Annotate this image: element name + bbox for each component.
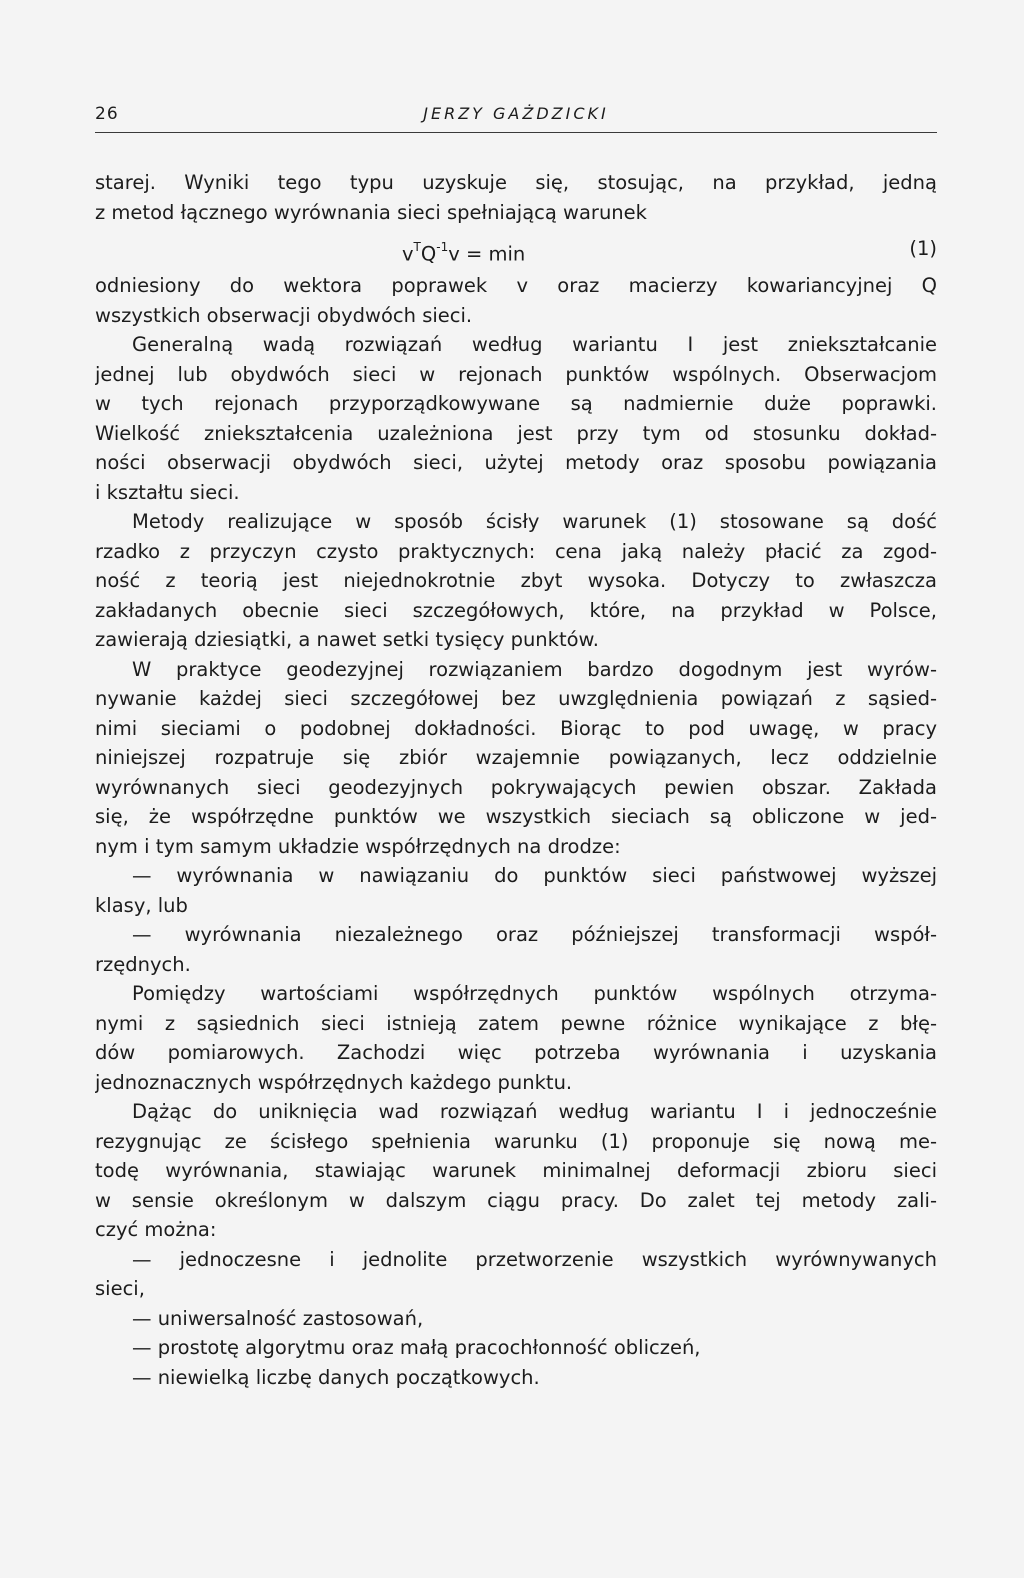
text-line: niniejszej rozpatruje się zbiór wzajemnie powiązanych, lecz oddzielnie xyxy=(95,746,937,769)
equation-rhs: v = min xyxy=(448,242,526,266)
text-line: rzadko z przyczyn czysto praktycznych: cena jaką należy płacić za zgod- xyxy=(95,539,937,563)
text-line: klasy, lub xyxy=(95,893,188,917)
text-line: zawierają dziesiątki, a nawet setki tysięcy punktów. xyxy=(95,628,599,651)
text-line: nymi z sąsiednich sieci istnieją zatem pewne różnice wynikające z błę- xyxy=(95,1011,937,1035)
text-line: jednej lub obydwóch sieci w rejonach punktów wspólnych. Obserwacjom xyxy=(95,362,937,386)
paragraph-start-line: Dążąc do uniknięcia wad rozwiązań według wariantu I i jednocześnie xyxy=(132,1100,937,1123)
equation xyxy=(95,227,937,271)
text-line: jednoznacznych współrzędnych każdego punktu. xyxy=(95,1070,573,1094)
text-line: wyrównanych sieci geodezyjnych pokrywających pewien obszar. Zakłada xyxy=(95,775,937,799)
text-line: zakładanych obecnie sieci szczegółowych, które, na przykład w Polsce, xyxy=(95,598,937,622)
equation-sup-inv: -1 xyxy=(436,240,449,254)
list-item-line: — prostotę algorytmu oraz małą pracochłonność obliczeń, xyxy=(132,1336,701,1359)
list-item-line: — wyrównania niezależnego oraz późniejszej transformacji współ- xyxy=(132,923,937,946)
text-line: dów pomiarowych. Zachodzi więc potrzeba wyrównania i uzyskania xyxy=(95,1041,937,1064)
page-number: 26 xyxy=(95,104,119,124)
text-line: rezygnując ze ścisłego spełnienia warunku (1) proponuje się nową me- xyxy=(95,1129,937,1153)
page-header xyxy=(95,104,937,133)
equation-expression xyxy=(402,227,525,271)
paragraph-start-line: Metody realizujące w sposób ścisły warunek (1) stosowane są dość xyxy=(132,510,937,533)
text-line: starej. Wyniki tego typu uzyskuje się, stosując, na przykład, jedną xyxy=(95,171,937,194)
text-line: nywanie każdej sieci szczegółowej bez uwzględnienia powiązań z sąsied- xyxy=(95,687,937,710)
text-line: odniesiony do wektora poprawek v oraz macierzy kowariancyjnej Q xyxy=(95,274,937,297)
equation-q: Q xyxy=(420,242,437,266)
text-line: z metod łącznego wyrównania sieci spełniającą warunek xyxy=(95,200,647,224)
text-line: się, że współrzędne punktów we wszystkich sieciach są obliczone w jed- xyxy=(95,805,937,828)
running-title: JERZY GAŻDZICKI xyxy=(423,104,609,123)
paragraph-start-line: Generalną wadą rozwiązań według wariantu I jest zniekształcanie xyxy=(132,333,937,356)
body-text xyxy=(95,168,937,1392)
list-item-line: — wyrównania w nawiązaniu do punktów sieci państwowej wyższej xyxy=(132,864,937,887)
text-line: sieci, xyxy=(95,1277,145,1300)
paragraph-start-line: W praktyce geodezyjnej rozwiązaniem bardzo dogodnym jest wyrów- xyxy=(132,657,937,681)
text-line: w sensie określonym w dalszym ciągu pracy. Do zalet tej metody zali- xyxy=(95,1188,937,1212)
list-item-line: — jednoczesne i jednolite przetworzenie wszystkich wyrównywanych xyxy=(132,1247,937,1271)
text-line: wszystkich obserwacji obydwóch sieci. xyxy=(95,303,473,327)
list-item-line: — uniwersalność zastosowań, xyxy=(132,1306,424,1330)
equation-sup-t: T xyxy=(413,240,421,254)
equation-v: v xyxy=(402,242,414,266)
text-line: i kształtu sieci. xyxy=(95,480,240,504)
text-line: nimi sieciami o podobnej dokładności. Biorąc to pod uwagę, w pracy xyxy=(95,716,937,740)
paragraph-start-line: Pomiędzy wartościami współrzędnych punktów wspólnych otrzyma- xyxy=(132,982,937,1005)
equation-number: (1) xyxy=(909,237,937,260)
text-line: todę wyrównania, stawiając warunek minimalnej deformacji zbioru sieci xyxy=(95,1159,937,1182)
text-line: czyć można: xyxy=(95,1218,217,1241)
text-line: w tych rejonach przyporządkowywane są nadmiernie duże poprawki. xyxy=(95,392,937,415)
text-line: Wielkość zniekształcenia uzależniona jest przy tym od stosunku dokład- xyxy=(95,421,937,445)
text-line: rzędnych. xyxy=(95,952,191,976)
text-line: nym i tym samym układzie współrzędnych na drodze: xyxy=(95,834,621,858)
text-line: ności obserwacji obydwóch sieci, użytej metody oraz sposobu powiązania xyxy=(95,451,937,474)
text-line: ność z teorią jest niejednokrotnie zbyt wysoka. Dotyczy to zwłaszcza xyxy=(95,569,937,592)
list-item-line: — niewielką liczbę danych początkowych. xyxy=(132,1365,540,1389)
